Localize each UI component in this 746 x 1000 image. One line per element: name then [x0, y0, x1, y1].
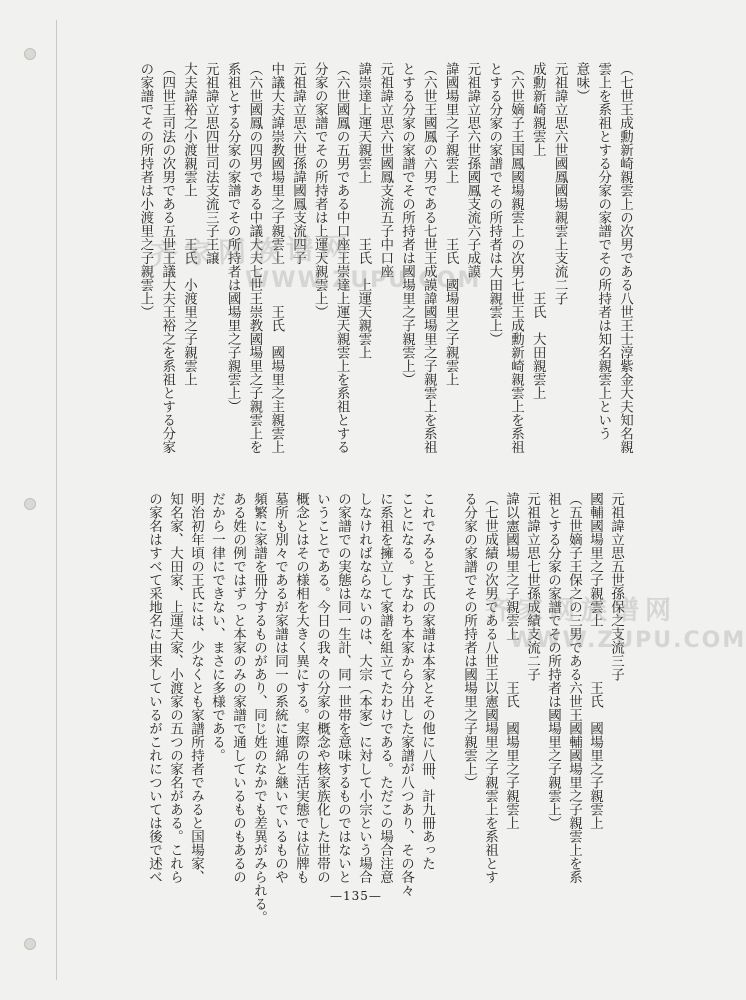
- text-column: [437, 492, 458, 872]
- page-number: —135—: [330, 889, 382, 903]
- text-column: 元祖諱立思六世國鳳支流五子中口座: [377, 62, 394, 278]
- text-column: とする分家の家譜でその所持者は國場里之子親雲上）: [399, 62, 415, 386]
- text-column: （六世王國鳳の六男である七世王成謨諱國場里之子親雲上を系祖: [420, 62, 437, 454]
- text-column: 雲上を系祖とする分家の家譜でその所持者は知名親雲上という: [595, 62, 612, 440]
- text-column: ある姓の例ではずっと本家のみの家譜で通しているものもあるの: [230, 492, 246, 884]
- text-column: 知名家、大田家、上運天家、小渡家の五つの家名がある。これら: [167, 492, 183, 884]
- text-column: （六世國鳳の四男である中議大夫七世王崇教國場里之子親雲上を: [246, 62, 263, 454]
- watermark-text: 齐家网族谱网: [149, 231, 355, 272]
- text-column: これでみると王氏の家譜は本家とその他に八冊、計九冊あった: [419, 492, 435, 870]
- text-column: 分家の家譜でその所持者は上運天親雲上）: [311, 62, 328, 319]
- text-column: とする分家の家譜でその所持者は大田親雲上）: [486, 62, 503, 346]
- binding-hole-icon: [24, 938, 36, 950]
- text-column: 元祖諱立思六世孫諱國鳳支流四子: [290, 62, 306, 265]
- text-column: 概念とはその様相を大きく異にする。実際の生活実態では位牌も: [293, 492, 309, 884]
- binding-margin-line: [56, 20, 57, 980]
- text-column: 系祖とする分家の家譜でその所持者は國場里之子親雲上）: [224, 62, 241, 413]
- text-column: （七世王成勳新崎親雲上の次男である八世王士淳紫金大夫知名親: [617, 62, 633, 454]
- text-column: 諱崇達上運天親雲上 王氏 上運天親雲上: [355, 62, 372, 359]
- text-column: （六世國鳳の五男である中口座王崇達上運天親雲上を系祖とする: [333, 62, 350, 454]
- text-column: しなければならないのは、大宗（本家）に対して小宗という場合: [356, 492, 372, 884]
- text-column: 元祖諱立思四世司法支流三子王譲: [202, 62, 219, 265]
- text-column: の家譜での実態は同一生計、同一世帯を意味するものではないと: [335, 492, 351, 884]
- text-column: 意味）: [573, 62, 590, 103]
- text-column: 元祖諱立思六世孫國鳳支流六子成謨: [464, 62, 481, 278]
- text-column: 頻繁に家譜を冊分するものがあり、同じ姓のなかでも差異がみられる。: [251, 492, 267, 924]
- text-column: に系祖を擁立して家譜を組立てたわけである。ただこの場合注意: [377, 492, 393, 884]
- text-column: 元祖諱立思六世國鳳國場親雲上支流二子: [551, 62, 568, 305]
- text-column: 中議大夫諱崇教國場里之子親雲上 王氏 國場里之主親雲上: [268, 62, 285, 454]
- text-column: （七世成績の次男である八世王以憲國場里之子親雲上を系祖とす: [482, 492, 498, 884]
- text-column: 明治初年頃の王氏には、少なくとも家譜所持者でみると国場家、: [188, 492, 204, 884]
- binding-hole-icon: [24, 498, 36, 510]
- text-column: （五世嫡子王保之の三男である六世王國輔國場里之子親雲上を系: [566, 492, 582, 884]
- watermark-url: WWW.ZUPU.COM: [510, 628, 746, 653]
- text-column: 元祖諱立思七世孫成績支流二子: [524, 492, 540, 681]
- watermark-url: WWW.ZUPU.COM: [245, 268, 482, 293]
- text-column: 諱以憲國場里之子親雲上 王氏 國場里之子親雲上: [503, 492, 519, 830]
- text-column: の家名はすべて采地名に由来しているがこれについては後で述べ: [146, 492, 162, 884]
- text-column: いうことである。今日の我々の分家の概念や核家族化した世帯の: [314, 492, 330, 884]
- text-column: 諱國場里之子親雲上 王氏 國場里之子親雲上: [442, 62, 459, 386]
- text-column: 墓所も別々であるが家譜は同一の系統に連綿と継いでいるものや: [272, 492, 288, 884]
- text-column: だから一律にできない、まさに多様である。: [209, 492, 225, 762]
- binding-hole-icon: [24, 48, 36, 60]
- text-column: 元祖諱立思五世孫保之支流三子: [608, 492, 624, 681]
- text-column: の家譜でその所持者は小渡里之子親雲上）: [137, 62, 154, 319]
- text-column: 國輔國場里之子親雲上 王氏 國場里之子親雲上: [587, 492, 603, 830]
- text-column: 成勳新崎親雲上 王氏 大田親雲上: [529, 62, 546, 400]
- watermark-text: 齐家网族谱网: [485, 596, 678, 626]
- text-column: る分家の家譜でその所持者は國場里之子親雲上）: [461, 492, 477, 789]
- text-column: 大夫諱裕之小渡親雲上 王氏 小渡里之子親雲上: [181, 62, 197, 386]
- text-column: （四世王司法の次男である五世王議大夫王裕之を系祖とする分家: [159, 62, 176, 454]
- text-column: 祖とする分家の家譜でその所持者は國場里之子親雲上）: [545, 492, 561, 830]
- text-column: ことになる。すなわち本家から分出した家譜が八つあり、その各々: [398, 492, 414, 897]
- text-column: （六世嫡子王国鳳國場親雲上の次男七世王成勳新崎親雲上を系祖: [508, 62, 524, 454]
